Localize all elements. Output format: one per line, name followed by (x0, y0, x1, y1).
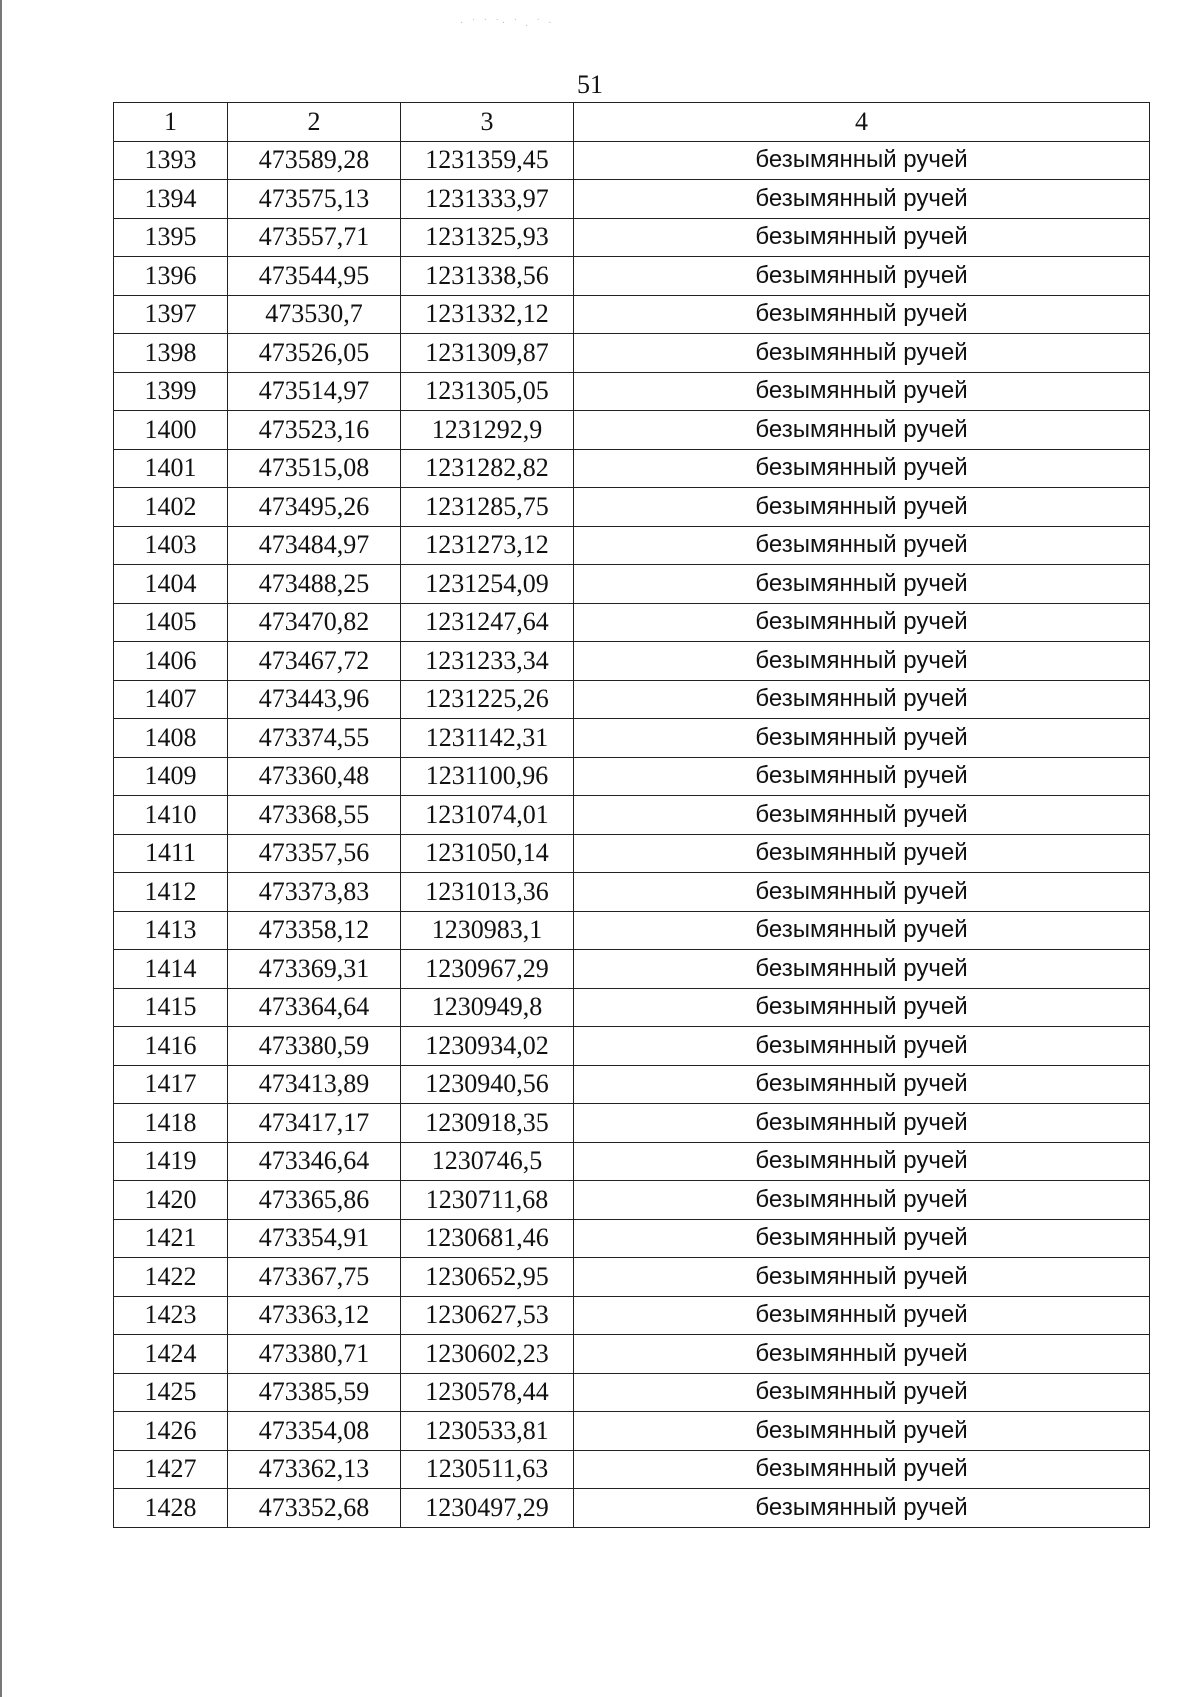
description-cell: безымянный ручей (574, 295, 1150, 334)
description-cell: безымянный ручей (574, 603, 1150, 642)
point-number-cell: 1406 (114, 642, 228, 681)
x-coordinate-cell: 473385,59 (228, 1373, 401, 1412)
point-number-cell: 1414 (114, 950, 228, 989)
y-coordinate-cell: 1230533,81 (401, 1412, 574, 1451)
y-coordinate-cell: 1231050,14 (401, 834, 574, 873)
table-row (114, 719, 1150, 758)
table-row (114, 988, 1150, 1027)
point-number-cell: 1402 (114, 488, 228, 527)
x-coordinate-cell: 473374,55 (228, 719, 401, 758)
y-coordinate-cell: 1230602,23 (401, 1335, 574, 1374)
y-coordinate-cell: 1231273,12 (401, 526, 574, 565)
table-row (114, 1450, 1150, 1489)
y-coordinate-cell: 1230934,02 (401, 1027, 574, 1066)
point-number-cell: 1413 (114, 911, 228, 950)
description-cell: безымянный ручей (574, 334, 1150, 373)
y-coordinate-cell: 1231074,01 (401, 796, 574, 835)
y-coordinate-cell: 1230652,95 (401, 1258, 574, 1297)
table-row (114, 950, 1150, 989)
description-cell: безымянный ручей (574, 1181, 1150, 1220)
table-row (114, 757, 1150, 796)
table-row (114, 526, 1150, 565)
table-row (114, 603, 1150, 642)
point-number-cell: 1416 (114, 1027, 228, 1066)
point-number-cell: 1410 (114, 796, 228, 835)
y-coordinate-cell: 1230711,68 (401, 1181, 574, 1220)
point-number-cell: 1409 (114, 757, 228, 796)
description-cell: безымянный ручей (574, 1219, 1150, 1258)
x-coordinate-cell: 473526,05 (228, 334, 401, 373)
description-cell: безымянный ручей (574, 950, 1150, 989)
coordinates-table (113, 102, 1150, 1528)
y-coordinate-cell: 1231225,26 (401, 680, 574, 719)
x-coordinate-cell: 473360,48 (228, 757, 401, 796)
point-number-cell: 1424 (114, 1335, 228, 1374)
table-row (114, 141, 1150, 180)
description-cell: безымянный ручей (574, 719, 1150, 758)
table-row (114, 1489, 1150, 1528)
description-cell: безымянный ручей (574, 218, 1150, 257)
x-coordinate-cell: 473467,72 (228, 642, 401, 681)
table-row (114, 1335, 1150, 1374)
table-row (114, 873, 1150, 912)
point-number-cell: 1428 (114, 1489, 228, 1528)
description-cell: безымянный ручей (574, 1335, 1150, 1374)
description-cell: безымянный ручей (574, 1258, 1150, 1297)
x-coordinate-cell: 473354,91 (228, 1219, 401, 1258)
x-coordinate-cell: 473369,31 (228, 950, 401, 989)
y-coordinate-cell: 1230967,29 (401, 950, 574, 989)
point-number-cell: 1401 (114, 449, 228, 488)
y-coordinate-cell: 1231292,9 (401, 411, 574, 450)
y-coordinate-cell: 1231309,87 (401, 334, 574, 373)
y-coordinate-cell: 1230940,56 (401, 1065, 574, 1104)
x-coordinate-cell: 473515,08 (228, 449, 401, 488)
x-coordinate-cell: 473357,56 (228, 834, 401, 873)
point-number-cell: 1408 (114, 719, 228, 758)
y-coordinate-cell: 1231332,12 (401, 295, 574, 334)
description-cell: безымянный ручей (574, 1027, 1150, 1066)
point-number-cell: 1426 (114, 1412, 228, 1451)
description-cell: безымянный ручей (574, 257, 1150, 296)
table-body (114, 141, 1150, 1527)
y-coordinate-cell: 1231285,75 (401, 488, 574, 527)
table-row (114, 1296, 1150, 1335)
table-row (114, 218, 1150, 257)
y-coordinate-cell: 1230746,5 (401, 1142, 574, 1181)
x-coordinate-cell: 473523,16 (228, 411, 401, 450)
table-row (114, 1027, 1150, 1066)
scan-artifact: · ˙ ˙ ˙· ˙ . ˙ · (460, 18, 555, 29)
x-coordinate-cell: 473358,12 (228, 911, 401, 950)
x-coordinate-cell: 473589,28 (228, 141, 401, 180)
table-row (114, 257, 1150, 296)
description-cell: безымянный ручей (574, 488, 1150, 527)
point-number-cell: 1396 (114, 257, 228, 296)
point-number-cell: 1393 (114, 141, 228, 180)
point-number-cell: 1397 (114, 295, 228, 334)
x-coordinate-cell: 473557,71 (228, 218, 401, 257)
x-coordinate-cell: 473363,12 (228, 1296, 401, 1335)
y-coordinate-cell: 1230511,63 (401, 1450, 574, 1489)
table-row (114, 1412, 1150, 1451)
description-cell: безымянный ручей (574, 449, 1150, 488)
table-row (114, 449, 1150, 488)
point-number-cell: 1398 (114, 334, 228, 373)
x-coordinate-cell: 473380,71 (228, 1335, 401, 1374)
y-coordinate-cell: 1231254,09 (401, 565, 574, 604)
x-coordinate-cell: 473484,97 (228, 526, 401, 565)
point-number-cell: 1417 (114, 1065, 228, 1104)
y-coordinate-cell: 1231359,45 (401, 141, 574, 180)
y-coordinate-cell: 1231305,05 (401, 372, 574, 411)
x-coordinate-cell: 473488,25 (228, 565, 401, 604)
column-header-4: 4 (574, 103, 1150, 142)
table-row (114, 334, 1150, 373)
table-row (114, 834, 1150, 873)
point-number-cell: 1427 (114, 1450, 228, 1489)
y-coordinate-cell: 1230497,29 (401, 1489, 574, 1528)
table-row (114, 1181, 1150, 1220)
point-number-cell: 1415 (114, 988, 228, 1027)
point-number-cell: 1403 (114, 526, 228, 565)
scan-edge (0, 0, 2, 1697)
description-cell: безымянный ручей (574, 411, 1150, 450)
point-number-cell: 1407 (114, 680, 228, 719)
description-cell: безымянный ручей (574, 1142, 1150, 1181)
x-coordinate-cell: 473417,17 (228, 1104, 401, 1143)
point-number-cell: 1425 (114, 1373, 228, 1412)
x-coordinate-cell: 473495,26 (228, 488, 401, 527)
table-row (114, 911, 1150, 950)
x-coordinate-cell: 473544,95 (228, 257, 401, 296)
y-coordinate-cell: 1231333,97 (401, 180, 574, 219)
point-number-cell: 1418 (114, 1104, 228, 1143)
table-row (114, 680, 1150, 719)
point-number-cell: 1405 (114, 603, 228, 642)
table-row (114, 411, 1150, 450)
x-coordinate-cell: 473364,64 (228, 988, 401, 1027)
description-cell: безымянный ручей (574, 1412, 1150, 1451)
point-number-cell: 1422 (114, 1258, 228, 1297)
description-cell: безымянный ручей (574, 642, 1150, 681)
y-coordinate-cell: 1231338,56 (401, 257, 574, 296)
description-cell: безымянный ручей (574, 180, 1150, 219)
table-row (114, 642, 1150, 681)
y-coordinate-cell: 1231013,36 (401, 873, 574, 912)
table-row (114, 1219, 1150, 1258)
x-coordinate-cell: 473470,82 (228, 603, 401, 642)
table-row (114, 1373, 1150, 1412)
page-number: 51 (577, 70, 603, 99)
y-coordinate-cell: 1230918,35 (401, 1104, 574, 1143)
description-cell: безымянный ручей (574, 1489, 1150, 1528)
point-number-cell: 1419 (114, 1142, 228, 1181)
point-number-cell: 1395 (114, 218, 228, 257)
description-cell: безымянный ручей (574, 834, 1150, 873)
table-header-row (114, 103, 1150, 142)
y-coordinate-cell: 1230681,46 (401, 1219, 574, 1258)
description-cell: безымянный ручей (574, 1296, 1150, 1335)
point-number-cell: 1404 (114, 565, 228, 604)
table-row (114, 1258, 1150, 1297)
point-number-cell: 1399 (114, 372, 228, 411)
point-number-cell: 1411 (114, 834, 228, 873)
y-coordinate-cell: 1231100,96 (401, 757, 574, 796)
column-header-2: 2 (228, 103, 401, 142)
table-row (114, 1065, 1150, 1104)
column-header-1: 1 (114, 103, 228, 142)
x-coordinate-cell: 473530,7 (228, 295, 401, 334)
table-row (114, 1104, 1150, 1143)
table-row (114, 1142, 1150, 1181)
x-coordinate-cell: 473443,96 (228, 680, 401, 719)
point-number-cell: 1412 (114, 873, 228, 912)
y-coordinate-cell: 1231233,34 (401, 642, 574, 681)
point-number-cell: 1394 (114, 180, 228, 219)
description-cell: безымянный ручей (574, 680, 1150, 719)
x-coordinate-cell: 473373,83 (228, 873, 401, 912)
description-cell: безымянный ручей (574, 873, 1150, 912)
description-cell: безымянный ручей (574, 796, 1150, 835)
y-coordinate-cell: 1231282,82 (401, 449, 574, 488)
table-row (114, 565, 1150, 604)
x-coordinate-cell: 473575,13 (228, 180, 401, 219)
description-cell: безымянный ручей (574, 1065, 1150, 1104)
description-cell: безымянный ручей (574, 757, 1150, 796)
description-cell: безымянный ручей (574, 372, 1150, 411)
x-coordinate-cell: 473368,55 (228, 796, 401, 835)
x-coordinate-cell: 473352,68 (228, 1489, 401, 1528)
description-cell: безымянный ручей (574, 526, 1150, 565)
y-coordinate-cell: 1230627,53 (401, 1296, 574, 1335)
y-coordinate-cell: 1231142,31 (401, 719, 574, 758)
y-coordinate-cell: 1230578,44 (401, 1373, 574, 1412)
y-coordinate-cell: 1231247,64 (401, 603, 574, 642)
x-coordinate-cell: 473514,97 (228, 372, 401, 411)
point-number-cell: 1423 (114, 1296, 228, 1335)
description-cell: безымянный ручей (574, 988, 1150, 1027)
table-row (114, 796, 1150, 835)
x-coordinate-cell: 473354,08 (228, 1412, 401, 1451)
description-cell: безымянный ручей (574, 1450, 1150, 1489)
point-number-cell: 1400 (114, 411, 228, 450)
y-coordinate-cell: 1230983,1 (401, 911, 574, 950)
description-cell: безымянный ручей (574, 1104, 1150, 1143)
table-row (114, 488, 1150, 527)
column-header-3: 3 (401, 103, 574, 142)
table-row (114, 372, 1150, 411)
table-row (114, 295, 1150, 334)
x-coordinate-cell: 473380,59 (228, 1027, 401, 1066)
x-coordinate-cell: 473367,75 (228, 1258, 401, 1297)
y-coordinate-cell: 1230949,8 (401, 988, 574, 1027)
description-cell: безымянный ручей (574, 141, 1150, 180)
description-cell: безымянный ручей (574, 911, 1150, 950)
table-row (114, 180, 1150, 219)
point-number-cell: 1421 (114, 1219, 228, 1258)
description-cell: безымянный ручей (574, 565, 1150, 604)
description-cell: безымянный ручей (574, 1373, 1150, 1412)
point-number-cell: 1420 (114, 1181, 228, 1220)
x-coordinate-cell: 473346,64 (228, 1142, 401, 1181)
x-coordinate-cell: 473365,86 (228, 1181, 401, 1220)
x-coordinate-cell: 473413,89 (228, 1065, 401, 1104)
x-coordinate-cell: 473362,13 (228, 1450, 401, 1489)
y-coordinate-cell: 1231325,93 (401, 218, 574, 257)
